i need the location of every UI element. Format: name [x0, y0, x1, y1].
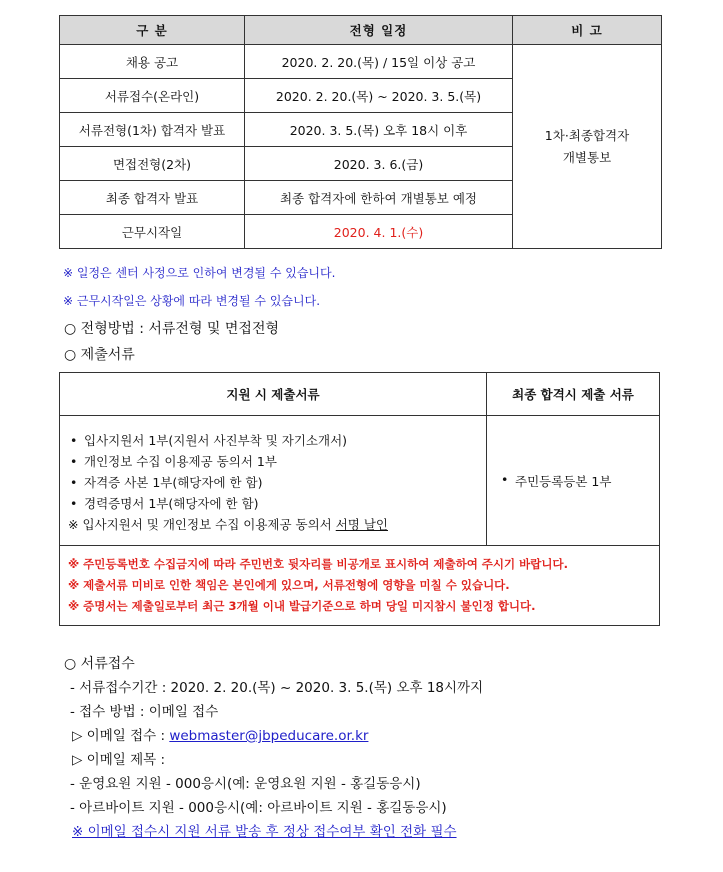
documents-body-row: [60, 416, 660, 546]
schedule-table: [59, 15, 662, 249]
list-item: • 주민등록등본 1부: [499, 472, 658, 490]
schedule-stage: 채용 공고: [60, 45, 245, 79]
documents-header-apply: 지원 시 제출서류: [60, 373, 487, 416]
list-item: • 자격증 사본 1부(해당자에 한 함): [68, 472, 478, 493]
documents-warnings: [60, 546, 660, 626]
warning-line: ※ 증명서는 제출일로부터 최근 3개월 이내 발급기준으로 하며 당일 미지참시 불인정 합니다.: [68, 599, 536, 613]
table-row: [60, 45, 662, 79]
schedule-header-row: [60, 16, 662, 45]
list-item: • 개인정보 수집 이용제공 동의서 1부: [68, 451, 478, 472]
email-subject-example-2: - 아르바이트 지원 - 000응시(예: 아르바이트 지원 - 홍길동응시): [70, 800, 447, 816]
application-method: - 접수 방법 : 이메일 접수: [70, 704, 219, 720]
documents-header-final: 최종 합격시 제출 서류: [487, 373, 660, 416]
final-documents-cell: [487, 416, 660, 546]
application-period: - 서류접수기간 : 2020. 2. 20.(목) ~ 2020. 3. 5.(목) 오후 18시까지: [70, 680, 484, 696]
schedule-date-start: 2020. 4. 1.(수): [245, 215, 513, 249]
schedule-stage: 서류전형(1차) 합격자 발표: [60, 113, 245, 147]
schedule-header-note: 비 고: [513, 16, 662, 45]
apply-documents-cell: [60, 416, 487, 546]
apply-documents-list: [68, 430, 478, 514]
application-title: ○ 서류접수: [64, 656, 135, 672]
warning-line: ※ 주민등록번호 수집금지에 따라 주민번호 뒷자리를 비공개로 표시하여 제출하여 주시기 바랍니다.: [68, 557, 568, 571]
start-date-change-note: ※ 근무시작일은 상황에 따라 변경될 수 있습니다.: [63, 294, 321, 308]
email-link[interactable]: webmaster@jbpeducare.or.kr: [169, 728, 369, 744]
schedule-change-note: ※ 일정은 센터 사정으로 인하여 변경될 수 있습니다.: [63, 266, 336, 280]
schedule-note-cell: [513, 45, 662, 249]
documents-title: ○ 제출서류: [64, 347, 135, 363]
email-subject-label: ▷ 이메일 제목 :: [72, 752, 166, 768]
documents-warning-row: [60, 546, 660, 626]
schedule-stage: 최종 합격자 발표: [60, 181, 245, 215]
signature-note-underlined: 서명 날인: [335, 517, 388, 532]
confirm-call-note: ※ 이메일 접수시 지원 서류 발송 후 정상 접수여부 확인 전화 필수: [72, 824, 457, 840]
schedule-stage: 근무시작일: [60, 215, 245, 249]
schedule-stage: 면접전형(2차): [60, 147, 245, 181]
schedule-date: 2020. 3. 6.(금): [245, 147, 513, 181]
email-prefix: ▷ 이메일 접수 :: [72, 728, 170, 744]
schedule-date: 2020. 2. 20.(목) / 15일 이상 공고: [245, 45, 513, 79]
schedule-stage: 서류접수(온라인): [60, 79, 245, 113]
selection-method: ○ 전형방법 : 서류전형 및 면접전형: [64, 321, 279, 337]
signature-note-prefix: ※ 입사지원서 및 개인정보 수집 이용제공 동의서: [68, 517, 336, 532]
schedule-note-line2: 개별통보: [562, 149, 612, 165]
documents-table: [59, 372, 660, 626]
warning-line: ※ 제출서류 미비로 인한 책임은 본인에게 있으며, 서류전형에 영향을 미칠 수 있습니다.: [68, 578, 510, 592]
final-documents-list: [499, 472, 658, 490]
schedule-header-stage: 구 분: [60, 16, 245, 45]
schedule-note-line1: 1차·최종합격자: [544, 127, 630, 143]
signature-note: [68, 514, 478, 535]
email-subject-example-1: - 운영요원 지원 - 000응시(예: 운영요원 지원 - 홍길동응시): [70, 776, 421, 792]
application-section: [64, 652, 483, 844]
schedule-date: 최종 합격자에 한하여 개별통보 예정: [245, 181, 513, 215]
list-item: • 경력증명서 1부(해당자에 한 함): [68, 493, 478, 514]
email-line: [64, 724, 483, 748]
schedule-date: 2020. 3. 5.(목) 오후 18시 이후: [245, 113, 513, 147]
list-item: • 입사지원서 1부(지원서 사진부착 및 자기소개서): [68, 430, 478, 451]
documents-header-row: [60, 373, 660, 416]
schedule-date: 2020. 2. 20.(목) ~ 2020. 3. 5.(목): [245, 79, 513, 113]
schedule-header-date: 전형 일정: [245, 16, 513, 45]
